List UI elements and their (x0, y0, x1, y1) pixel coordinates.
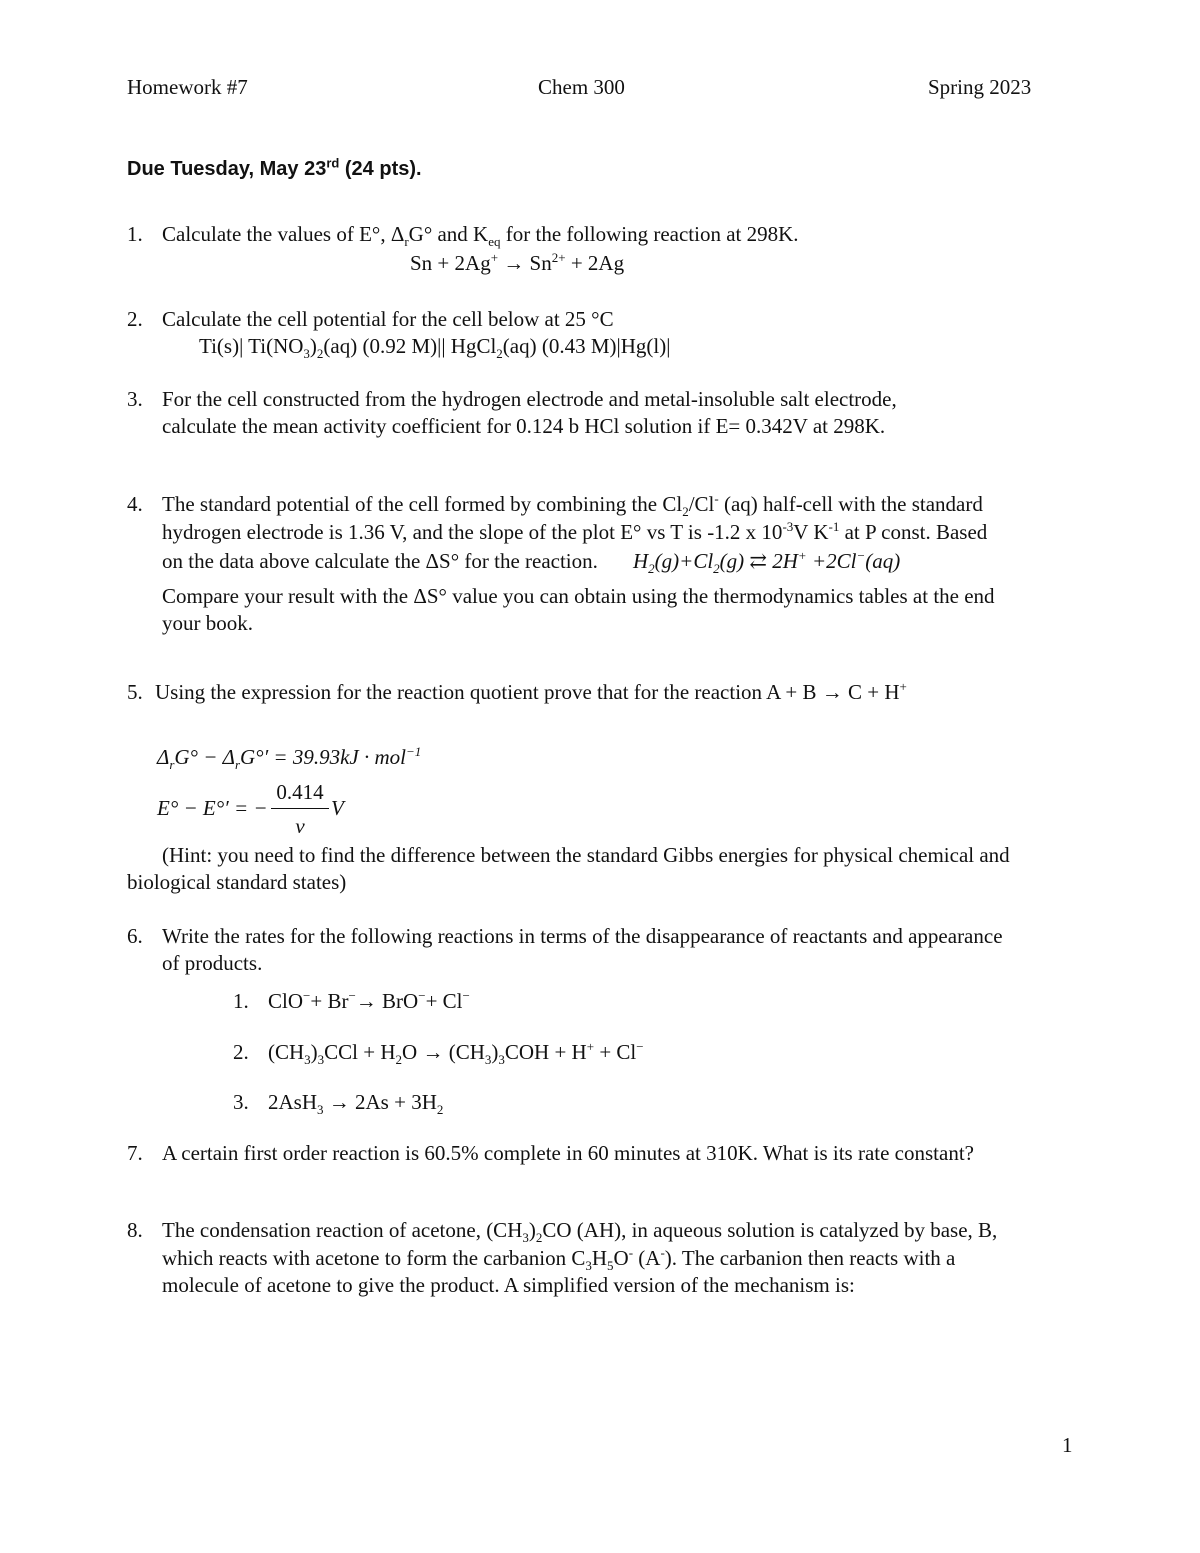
q4-number: 4. (127, 492, 143, 516)
header-left: Homework #7 (127, 75, 248, 99)
q4-line1: The standard potential of the cell formed by combining the $Cl_2/Cl^-$ (aq) half-cell with the standard (162, 491, 983, 520)
header-center: Chem 300 (538, 75, 625, 99)
q8-line1: The condensation reaction of acetone, $(CH_3)_2CO$ (AH), in aqueous solution is catalyzed by base, B, (162, 1218, 998, 1246)
q6-item1-number: 1. (233, 989, 249, 1013)
q1-number: 1. (127, 222, 143, 246)
q7-text: A certain first order reaction is 60.5% complete in 60 minutes at 310K. What is its rate constant? (162, 1141, 974, 1165)
q5-fraction-bar (271, 808, 329, 809)
q6-line1: Write the rates for the following reactions in terms of the disappearance of reactants and appearance (162, 924, 1003, 948)
q5-fraction-denominator: ν (295, 814, 305, 838)
q5-equation-gibbs: $\Delta_rG^\circ - \Delta_rG^\circ' = 39.93kJ \cdot mol^{-1}$ (157, 744, 422, 773)
q6-item3-reaction: $2AsH_3 \to 2As + 3H_2$ (268, 1090, 444, 1118)
q6-item2-reaction: $(CH_3)_3CCl + H_2O \to (CH_3)_3COH + H^+ + Cl^-$ (268, 1039, 644, 1068)
q4-line2: hydrogen electrode is 1.36 V, and the slope of the plot E° vs T is -1.2 x $10^{-3}V$ $K^{-1}$ at P const. Based (162, 519, 988, 544)
due-date: Due Tuesday, May 23rd (24 pts). (127, 155, 422, 180)
q1-equation: $Sn + 2Ag^+ \to Sn^{2+} + 2Ag$ (410, 250, 625, 275)
q4-line5: your book. (162, 611, 253, 635)
q6-item1-reaction: ClO−+ Br−→ BrO−+ Cl− (268, 988, 470, 1013)
q7-number: 7. (127, 1141, 143, 1165)
q2-number: 2. (127, 307, 143, 331)
q6-line2: of products. (162, 951, 263, 975)
q3-line2: calculate the mean activity coefficient for 0.124 b HCl solution if E= 0.342V at 298K. (162, 414, 886, 438)
q6-number: 6. (127, 924, 143, 948)
page-number: 1 (1062, 1433, 1073, 1457)
q2-text: Calculate the cell potential for the cell below at 25 °C (162, 307, 614, 331)
header-right: Spring 2023 (928, 75, 1032, 99)
q4-line3: on the data above calculate the ΔS° for the reaction. (162, 549, 598, 573)
q5-fraction-numerator: 0.414 (276, 780, 324, 804)
q3-number: 3. (127, 387, 143, 411)
q1-text: Calculate the values of E°, $\Delta_rG^\circ$ and $K_{eq}$ for the following reaction at 298K. (162, 222, 799, 250)
q5-text: Using the expression for the reaction quotient prove that for the reaction A + B → C + H+ (155, 679, 907, 704)
q5-fraction-unit: V (331, 796, 344, 820)
q8-line2: which reacts with acetone to form the carbanion $C_3H_5O^-$ (A-). The carbanion then reacts with a (162, 1245, 956, 1274)
q5-hint-line2: biological standard states) (127, 870, 347, 894)
q5-number: 5. (127, 680, 143, 704)
q3-line1: For the cell constructed from the hydrogen electrode and metal-insoluble salt electrode, (162, 387, 897, 411)
q5-equation-potential-lhs: E° − E°′ = − (157, 796, 268, 820)
q5-hint-line1: (Hint: you need to find the difference between the standard Gibbs energies for physical chemical and (162, 843, 1010, 867)
q4-line4: Compare your result with the ΔS° value you can obtain using the thermodynamics tables at the end (162, 584, 995, 608)
q6-item3-number: 3. (233, 1090, 249, 1114)
q8-number: 8. (127, 1218, 143, 1242)
q8-line3: molecule of acetone to give the product. A simplified version of the mechanism is: (162, 1273, 855, 1297)
q2-cell-notation: Ti(s)| $Ti(NO_3)_2(aq)$ (0.92 M)|| HgCl$_2$(aq) (0.43 M)|Hg(l)| (199, 334, 671, 362)
q4-reaction: $H_2(g)+Cl_2(g)$ ⇄ 2H+ +2Cl−(aq) (633, 548, 901, 577)
q6-item2-number: 2. (233, 1040, 249, 1064)
